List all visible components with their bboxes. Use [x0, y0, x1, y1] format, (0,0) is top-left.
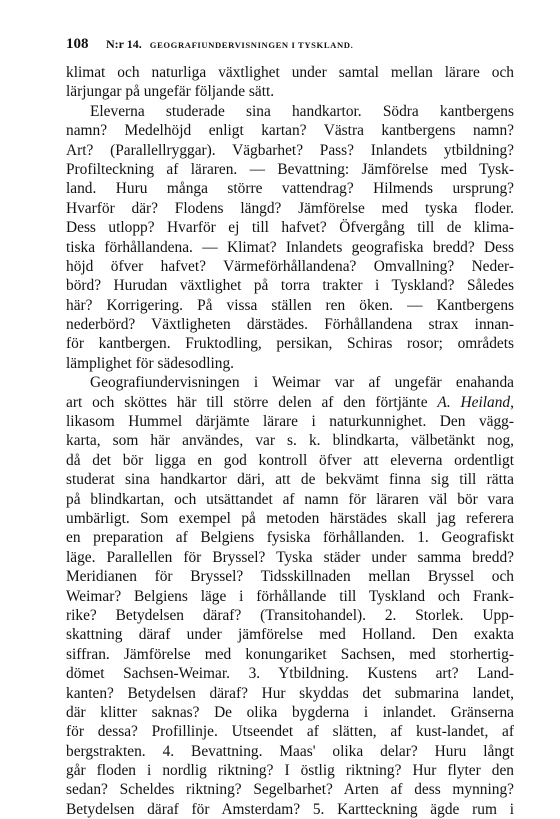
text-line: studerat sina handkartor däri, att de bekvämt finna sig till rätta: [66, 471, 514, 489]
text-line: likasom Hummel därjämte lärare i naturkunnighet. Den vägg-: [66, 413, 514, 431]
text-line: Eleverna studerade sina handkartor. Södra kantbergens: [90, 102, 514, 120]
text-line: för dessa? Profillinje. Utseendet af slätten, af kust-landet, af: [66, 723, 514, 741]
text-line: skattning däraf under jämförelse med Holland. Den exakta: [66, 626, 514, 644]
text-line: lärjungar på ungefär följande sätt.: [66, 83, 275, 101]
text-line: börd? Hurudan växtlighet på torra trakter i Tyskland? Således: [66, 277, 514, 295]
text-line: där klitter saknas? De olika bygderna i inlandet. Gränserna: [66, 703, 514, 721]
running-title: GEOGRAFIUNDERVISNINGEN I TYSKLAND.: [149, 40, 354, 50]
text-line: för kantbergen. Fruktodling, persikan, Schiras rosor; områdets: [66, 335, 514, 353]
text-line: karta, som här användes, var s. k. blindkarta, välbetänkt nog,: [66, 432, 514, 450]
text-line: nederbörd? Växtligheten därstädes. Förhållandena strax innan-: [66, 316, 514, 334]
text-line: dömet Sachsen-Weimar. 3. Ytbildning. Kustens art? Land-: [66, 665, 514, 683]
text-line: går floden i nordlig riktning? I östlig riktning? Hur flyter den: [66, 762, 514, 780]
book-page: [66, 36, 514, 819]
text-line: klimat och naturliga växtlighet under samtal mellan lärare och: [66, 64, 514, 81]
text-line: rike? Betydelsen däraf? (Transitohandel). 2. Storlek. Upp-: [66, 606, 514, 624]
text-line: tiska förhållandena. — Klimat? Inlandets geografiska bredd? Dess: [66, 238, 514, 256]
text-line: land. Huru många större vattendrag? Hilmends ursprung?: [66, 180, 514, 198]
text-line: höjd öfver hafvet? Värmeförhållandena? Omvallning? Neder-: [66, 257, 514, 275]
text-line: Betydelsen däraf för Amsterdam? 5. Kartteckning ägde rum i: [66, 800, 514, 818]
page-number: 108: [66, 36, 89, 52]
text-line: siffran. Jämförelse med konungariket Sachsen, med storhertig-: [66, 645, 514, 663]
text-line: på blindkartan, och utsättandet af namn för läraren väl bör vara: [66, 490, 514, 508]
text-line: Hvarför där? Flodens längd? Jämförelse med tyska floder.: [66, 199, 514, 217]
text-line: Meridianen för Bryssel? Tidsskillnaden mellan Bryssel och: [66, 568, 514, 586]
text-line: Weimar? Belgiens läge i förhållande till Tyskland och Frank-: [66, 587, 514, 605]
italic-name: A. Heiland: [437, 393, 511, 411]
text-line: bergstrakten. 4. Bevattning. Maas' olika delar? Huru långt: [66, 742, 514, 760]
text-line: läge. Parallellen för Bryssel? Tyska städer under samma bredd?: [66, 548, 514, 566]
text-line: Dess utlopp? Hvarför ej till hafvet? Öfvergång till de klima-: [66, 219, 514, 237]
text-line: då det bör ligga en god kontroll öfver att eleverna ordentligt: [66, 451, 514, 469]
text-line: Art? (Parallellryggar). Vägbarhet? Pass? Inlandets ytbildning?: [66, 141, 514, 159]
text-line: umbärligt. Som exempel på metoden härstädes skall jag referera: [66, 509, 514, 527]
text-line: Geografiundervisningen i Weimar var af ungefär enahanda: [90, 374, 514, 392]
text-line: art och sköttes här till större delen af den förtjänte A. Heiland,: [66, 393, 514, 411]
text-line: en preparation af Belgiens fysiska förhållanden. 1. Geografiskt: [66, 529, 514, 547]
running-head: [66, 36, 514, 53]
chapter-number: N:r 14.: [106, 37, 142, 51]
text-line: lämplighet för sädesodling.: [66, 354, 234, 372]
text-line: sedan? Scheldes riktning? Segelbarhet? Arten af dess mynning?: [66, 781, 514, 799]
text-line: Profilteckning af läraren. — Bevattning: Jämförelse med Tysk-: [66, 160, 514, 178]
text-line: här? Korrigering. På vissa ställen ren öken. — Kantbergens: [66, 296, 514, 314]
text-line: namn? Medelhöjd enligt kartan? Västra kantbergens namn?: [66, 122, 514, 140]
text-line: kanten? Betydelsen däraf? Hur skyddas det submarina landet,: [66, 684, 514, 702]
body-text: [66, 63, 514, 819]
